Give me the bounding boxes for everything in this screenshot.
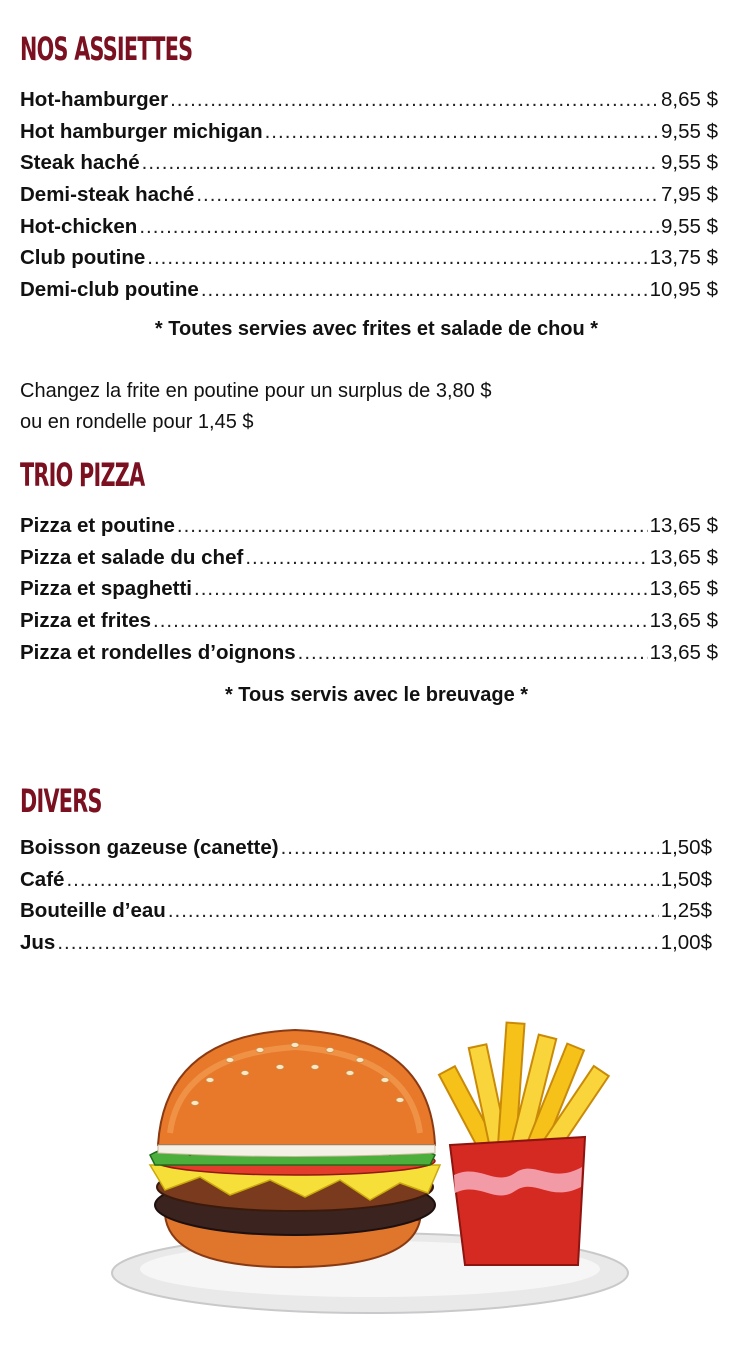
item-name: Café — [20, 867, 65, 891]
section-title-divers: DIVERS — [20, 782, 102, 820]
menu-item — [20, 215, 718, 247]
item-price: 13,65 $ — [649, 577, 718, 601]
menu-item — [20, 836, 712, 868]
item-price: 1,50$ — [660, 867, 712, 891]
menu-item — [20, 88, 718, 120]
dot-leader — [57, 931, 658, 955]
dot-leader — [298, 641, 648, 665]
substitution-note — [20, 376, 491, 438]
dot-leader — [66, 868, 658, 892]
item-price: 13,65 $ — [649, 640, 718, 664]
menu-item — [20, 120, 718, 152]
item-name: Pizza et poutine — [20, 514, 175, 537]
item-price: 13,75 $ — [649, 246, 718, 270]
dot-leader — [194, 577, 648, 601]
item-price: 9,55 $ — [661, 151, 718, 175]
item-price: 9,55 $ — [661, 214, 718, 238]
item-price: 10,95 $ — [649, 278, 718, 302]
dot-leader — [245, 546, 647, 570]
item-price: 1,25$ — [660, 899, 712, 923]
menu-item — [20, 514, 718, 546]
substitution-line-1: Changez la frite en poutine pour un surplus de 3,80 $ — [20, 380, 492, 402]
dot-leader — [201, 278, 648, 302]
item-price: 13,65 $ — [649, 609, 718, 633]
item-name: Pizza et rondelles d’oignons — [20, 640, 296, 664]
menu-item — [20, 868, 712, 900]
item-name: Demi-club poutine — [20, 278, 199, 302]
item-name: Bouteille d’eau — [20, 899, 166, 923]
dot-leader — [196, 183, 659, 207]
dot-leader — [142, 151, 659, 175]
menu-item — [20, 246, 718, 278]
menu-item — [20, 641, 718, 673]
item-name: Hot-hamburger — [20, 88, 169, 111]
item-price: 8,65 $ — [661, 88, 718, 111]
item-name: Hot-chicken — [20, 214, 138, 238]
menu-item — [20, 899, 712, 931]
menu-item — [20, 577, 718, 609]
item-name: Pizza et spaghetti — [20, 577, 193, 601]
dot-leader — [281, 836, 659, 860]
item-name: Steak haché — [20, 151, 140, 175]
item-price: 13,65 $ — [649, 545, 718, 569]
section-note-trio-pizza: * Tous servis avec le breuvage * — [224, 684, 529, 706]
dot-leader — [265, 120, 659, 144]
item-name: Club poutine — [20, 246, 146, 270]
dot-leader — [177, 514, 648, 538]
dot-leader — [153, 609, 648, 633]
menu-item — [20, 183, 718, 215]
section-title-trio-pizza: TRIO PIZZA — [20, 456, 145, 494]
menu-list-trio-pizza — [20, 514, 718, 672]
menu-item — [20, 546, 718, 578]
menu-item — [20, 278, 718, 310]
item-price: 13,65 $ — [649, 514, 718, 537]
dot-leader — [147, 246, 647, 270]
dot-leader — [168, 899, 659, 923]
menu-list-divers — [20, 836, 712, 963]
item-price: 1,50$ — [660, 836, 712, 859]
item-name: Hot hamburger michigan — [20, 119, 263, 143]
item-name: Demi-steak haché — [20, 183, 195, 207]
item-name: Pizza et frites — [20, 609, 152, 633]
menu-item — [20, 151, 718, 183]
item-price: 9,55 $ — [661, 119, 718, 143]
item-name: Jus — [20, 931, 56, 955]
substitution-line-2: ou en rondelle pour 1,45 $ — [20, 411, 254, 433]
item-price: 7,95 $ — [661, 183, 718, 207]
menu-item — [20, 609, 718, 641]
section-note-assiettes: * Toutes servies avec frites et salade de chou * — [154, 318, 599, 340]
burger-and-fries-icon — [110, 1015, 630, 1315]
dot-leader — [170, 88, 659, 112]
dot-leader — [139, 215, 659, 239]
menu-item — [20, 931, 712, 963]
section-title-assiettes: NOS ASSIETTES — [20, 30, 193, 68]
item-price: 1,00$ — [660, 931, 712, 955]
item-name: Pizza et salade du chef — [20, 545, 244, 569]
item-name: Boisson gazeuse (canette) — [20, 836, 279, 859]
menu-list-assiettes — [20, 88, 718, 310]
